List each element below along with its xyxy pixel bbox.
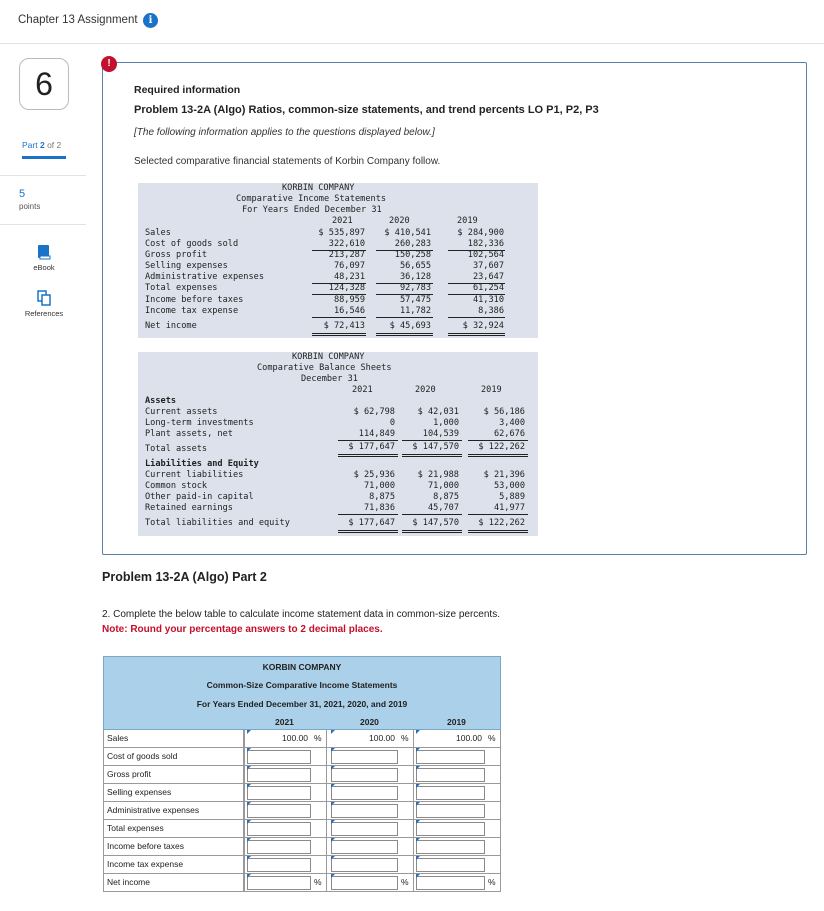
row-value: $ 42,031 [417, 407, 459, 417]
references-button[interactable] [14, 290, 74, 318]
alert-icon: ! [101, 56, 117, 72]
divider [0, 175, 86, 176]
column-divider [244, 874, 245, 891]
column-divider [244, 784, 245, 801]
row-value: $ 147,570 [412, 518, 459, 528]
row-value: $ 535,897 [318, 228, 365, 238]
input-marker-icon [416, 730, 420, 734]
row-label: Retained earnings [145, 503, 233, 513]
percent-input[interactable] [416, 786, 485, 800]
input-marker-icon [247, 802, 251, 806]
row-value: 5,889 [499, 492, 525, 502]
year-header: 2021 [275, 717, 294, 727]
statement-period: For Years Ended December 31 [242, 205, 382, 215]
input-marker-icon [331, 838, 335, 842]
input-marker-icon [416, 784, 420, 788]
row-value: $ 56,186 [483, 407, 525, 417]
ebook-label: eBook [33, 263, 55, 272]
column-divider [326, 802, 327, 819]
column-divider [413, 838, 414, 855]
row-label: Other paid-in capital [145, 492, 254, 502]
row-value: $ 21,988 [417, 470, 459, 480]
row-value: 104,539 [422, 429, 459, 439]
row-value: 0 [389, 418, 395, 428]
row-label: Gross profit [104, 766, 244, 783]
input-marker-icon [331, 802, 335, 806]
row-label: Administrative expenses [104, 802, 244, 819]
row-value: 37,607 [472, 261, 504, 271]
column-divider [413, 856, 414, 873]
book-icon [37, 244, 51, 260]
input-marker-icon [247, 820, 251, 824]
points-label: points [19, 202, 41, 211]
table-row [103, 856, 501, 874]
input-marker-icon [416, 874, 420, 878]
row-value: 8,875 [433, 492, 459, 502]
percent-input[interactable] [416, 768, 485, 782]
row-value: 1,000 [433, 418, 459, 428]
row-label: Current assets [145, 407, 218, 417]
table-company: KORBIN COMPANY [262, 662, 342, 672]
row-value: 92,783 [399, 283, 431, 293]
percent-input[interactable] [416, 804, 485, 818]
underline [338, 440, 398, 441]
row-value: 56,655 [399, 261, 431, 271]
divider [0, 224, 86, 225]
row-value: $ 122,262 [478, 442, 525, 452]
table-body [103, 730, 501, 892]
percent-input[interactable] [247, 786, 311, 800]
table-row [103, 838, 501, 856]
row-label: Common stock [145, 481, 208, 491]
year-header: 2021 [332, 216, 353, 226]
row-value: 150,258 [394, 250, 431, 260]
row-value: $ 147,570 [412, 442, 459, 452]
info-icon[interactable]: i [143, 13, 158, 28]
input-marker-icon [247, 784, 251, 788]
table-row [103, 748, 501, 766]
part-of: of 2 [47, 140, 62, 150]
column-divider [244, 856, 245, 873]
part2-heading: Problem 13-2A (Algo) Part 2 [102, 570, 267, 584]
statement-period: December 31 [301, 374, 358, 384]
liabilities-heading: Liabilities and Equity [145, 459, 259, 469]
row-value: 102,564 [467, 250, 504, 260]
row-value: 62,676 [493, 429, 525, 439]
row-label: Net income [145, 321, 197, 331]
percent-input[interactable] [416, 840, 485, 854]
input-marker-icon [331, 748, 335, 752]
table-row [103, 802, 501, 820]
row-value: $ 122,262 [478, 518, 525, 528]
year-header: 2020 [360, 717, 379, 727]
column-divider [413, 748, 414, 765]
row-value: $ 21,396 [483, 470, 525, 480]
row-label: Total expenses [104, 820, 244, 837]
row-value: $ 25,936 [353, 470, 395, 480]
percent-input[interactable] [331, 804, 398, 818]
input-marker-icon [416, 838, 420, 842]
row-label: Income before taxes [145, 295, 244, 305]
part-indicator [22, 140, 61, 150]
double-underline [312, 333, 366, 336]
row-label: Total assets [145, 444, 208, 454]
percent-input[interactable] [416, 822, 485, 836]
row-value: 45,707 [427, 503, 459, 513]
percent-input[interactable] [331, 786, 398, 800]
column-divider [326, 874, 327, 891]
column-divider [244, 748, 245, 765]
top-bar [0, 0, 824, 44]
percent-input[interactable] [247, 876, 311, 890]
points-value: 5 [19, 188, 26, 200]
underline [376, 317, 433, 318]
row-label: Total liabilities and equity [145, 518, 290, 528]
part-progress-bar [22, 156, 66, 159]
statement-title: Comparative Balance Sheets [257, 363, 392, 373]
underline [402, 514, 462, 515]
row-value: 124,328 [328, 283, 365, 293]
table-row [103, 874, 501, 892]
column-divider [413, 802, 414, 819]
question-number: 6 [19, 58, 69, 110]
input-marker-icon [331, 874, 335, 878]
part-word: Part [22, 140, 38, 150]
percent-input[interactable] [247, 750, 311, 764]
column-divider [326, 838, 327, 855]
input-marker-icon [331, 730, 335, 734]
column-divider [413, 784, 414, 801]
row-value: 11,782 [399, 306, 431, 316]
underline [448, 317, 505, 318]
row-label: Selling expenses [104, 784, 244, 801]
percent-input[interactable] [416, 858, 485, 872]
year-header: 2020 [389, 216, 410, 226]
column-divider [326, 730, 327, 747]
input-marker-icon [331, 784, 335, 788]
table-period: For Years Ended December 31, 2021, 2020, and 2019 [196, 699, 408, 709]
row-value: 41,977 [493, 503, 525, 513]
row-value: 8,386 [478, 306, 504, 316]
double-underline [376, 333, 433, 336]
percent-input[interactable] [247, 768, 311, 782]
column-divider [244, 838, 245, 855]
input-marker-icon [247, 748, 251, 752]
year-header: 2019 [457, 216, 478, 226]
row-value: $ 32,924 [462, 321, 504, 331]
table-header [103, 656, 501, 730]
percent-sign: % [401, 877, 409, 887]
year-header: 2019 [447, 717, 466, 727]
percent-value: 100.00 [369, 733, 395, 743]
column-divider [326, 748, 327, 765]
percent-input[interactable] [331, 750, 398, 764]
table-row [103, 766, 501, 784]
input-marker-icon [247, 730, 251, 734]
row-value: 16,546 [333, 306, 365, 316]
double-underline [338, 530, 398, 533]
percent-input[interactable] [331, 858, 398, 872]
percent-input[interactable] [331, 876, 398, 890]
row-label: Income tax expense [104, 856, 244, 873]
row-value: $ 177,647 [348, 518, 395, 528]
percent-input[interactable] [247, 840, 311, 854]
input-marker-icon [416, 856, 420, 860]
row-value: $ 410,541 [384, 228, 431, 238]
input-marker-icon [416, 766, 420, 770]
row-value: 71,000 [427, 481, 459, 491]
input-marker-icon [416, 748, 420, 752]
applies-note: [The following information applies to the questions displayed below.] [134, 127, 435, 138]
underline [468, 440, 528, 441]
row-value: 61,254 [472, 283, 504, 293]
column-divider [413, 820, 414, 837]
column-divider [413, 874, 414, 891]
row-value: $ 72,413 [323, 321, 365, 331]
input-marker-icon [331, 766, 335, 770]
balance-sheet [138, 352, 538, 536]
row-label: Cost of goods sold [104, 748, 244, 765]
part-current: 2 [39, 140, 45, 150]
column-divider [244, 820, 245, 837]
references-label: References [24, 309, 64, 318]
row-value: 71,000 [363, 481, 395, 491]
input-marker-icon [331, 856, 335, 860]
assets-heading: Assets [145, 396, 177, 406]
row-value: 3,400 [499, 418, 525, 428]
row-label: Total expenses [145, 283, 218, 293]
statement-title: Comparative Income Statements [236, 194, 387, 204]
table-row [103, 730, 501, 748]
underline [338, 514, 398, 515]
percent-input[interactable] [331, 768, 398, 782]
row-label: Income before taxes [104, 838, 244, 855]
statement-company: KORBIN COMPANY [292, 352, 365, 362]
double-underline [468, 530, 528, 533]
double-underline [468, 454, 528, 457]
row-value: $ 177,647 [348, 442, 395, 452]
percent-sign: % [488, 877, 496, 887]
percent-sign: % [488, 733, 496, 743]
column-divider [326, 766, 327, 783]
underline [312, 317, 366, 318]
row-value: 8,875 [369, 492, 395, 502]
percent-input[interactable] [331, 822, 398, 836]
column-divider [413, 766, 414, 783]
column-divider [326, 784, 327, 801]
row-label: Plant assets, net [145, 429, 233, 439]
input-marker-icon [331, 820, 335, 824]
year-header: 2021 [352, 385, 373, 395]
row-value: 23,647 [472, 272, 504, 282]
percent-value: 100.00 [282, 733, 308, 743]
year-header: 2019 [481, 385, 502, 395]
input-marker-icon [247, 766, 251, 770]
row-value: 41,310 [472, 295, 504, 305]
percent-input[interactable] [247, 804, 311, 818]
double-underline [448, 333, 505, 336]
percent-sign: % [314, 877, 322, 887]
row-label: Net income [104, 874, 244, 891]
question-sidebar [0, 44, 86, 911]
column-divider [326, 856, 327, 873]
row-label: Long-term investments [145, 418, 254, 428]
row-label: Sales [104, 730, 244, 747]
input-marker-icon [247, 874, 251, 878]
double-underline [338, 454, 398, 457]
row-label: Administrative expenses [145, 272, 264, 282]
column-divider [413, 730, 414, 747]
row-value: $ 284,900 [457, 228, 504, 238]
input-marker-icon [416, 820, 420, 824]
common-size-table [103, 656, 501, 892]
year-header: 2020 [415, 385, 436, 395]
row-label: Gross profit [145, 250, 208, 260]
assignment-title: Chapter 13 Assignment [18, 14, 138, 26]
income-statement [138, 183, 538, 338]
percent-sign: % [314, 733, 322, 743]
row-label: Cost of goods sold [145, 239, 239, 249]
intro-text: Selected comparative financial statements of Korbin Company follow. [134, 156, 441, 167]
row-value: 76,097 [333, 261, 365, 271]
row-value: 36,128 [399, 272, 431, 282]
column-divider [244, 802, 245, 819]
column-divider [244, 730, 245, 747]
percent-input[interactable] [247, 822, 311, 836]
required-info-heading: Required information [134, 84, 241, 96]
percent-input[interactable] [416, 876, 485, 890]
double-underline [402, 530, 462, 533]
row-value: 322,610 [328, 239, 365, 249]
row-label: Income tax expense [145, 306, 239, 316]
row-value: 114,849 [358, 429, 395, 439]
row-value: 48,231 [333, 272, 365, 282]
input-marker-icon [247, 838, 251, 842]
ebook-button[interactable] [14, 244, 74, 272]
double-underline [402, 454, 462, 457]
row-label: Sales [145, 228, 171, 238]
percent-input[interactable] [331, 840, 398, 854]
row-value: 53,000 [493, 481, 525, 491]
row-value: 71,836 [363, 503, 395, 513]
underline [468, 514, 528, 515]
row-value: $ 45,693 [389, 321, 431, 331]
statement-company: KORBIN COMPANY [282, 183, 355, 193]
row-label: Current liabilities [145, 470, 244, 480]
row-label: Selling expenses [145, 261, 228, 271]
row-value: 88,959 [333, 295, 365, 305]
percent-value: 100.00 [456, 733, 482, 743]
row-value: 182,336 [467, 239, 504, 249]
row-value: $ 62,798 [353, 407, 395, 417]
rounding-note: Note: Round your percentage answers to 2 decimal places. [102, 624, 383, 635]
problem-title: Problem 13-2A (Algo) Ratios, common-size statements, and trend percents LO P1, P2, P3 [134, 104, 599, 116]
table-row [103, 820, 501, 838]
table-title: Common-Size Comparative Income Statements [206, 680, 398, 690]
copy-icon [37, 290, 51, 306]
table-row [103, 784, 501, 802]
row-value: 57,475 [399, 295, 431, 305]
percent-input[interactable] [416, 750, 485, 764]
part2-question: 2. Complete the below table to calculate income statement data in common-size percents. [102, 609, 500, 620]
percent-sign: % [401, 733, 409, 743]
input-marker-icon [247, 856, 251, 860]
underline [402, 440, 462, 441]
input-marker-icon [416, 802, 420, 806]
row-value: 213,287 [328, 250, 365, 260]
row-value: 260,283 [394, 239, 431, 249]
column-divider [244, 766, 245, 783]
percent-input[interactable] [247, 858, 311, 872]
column-divider [326, 820, 327, 837]
